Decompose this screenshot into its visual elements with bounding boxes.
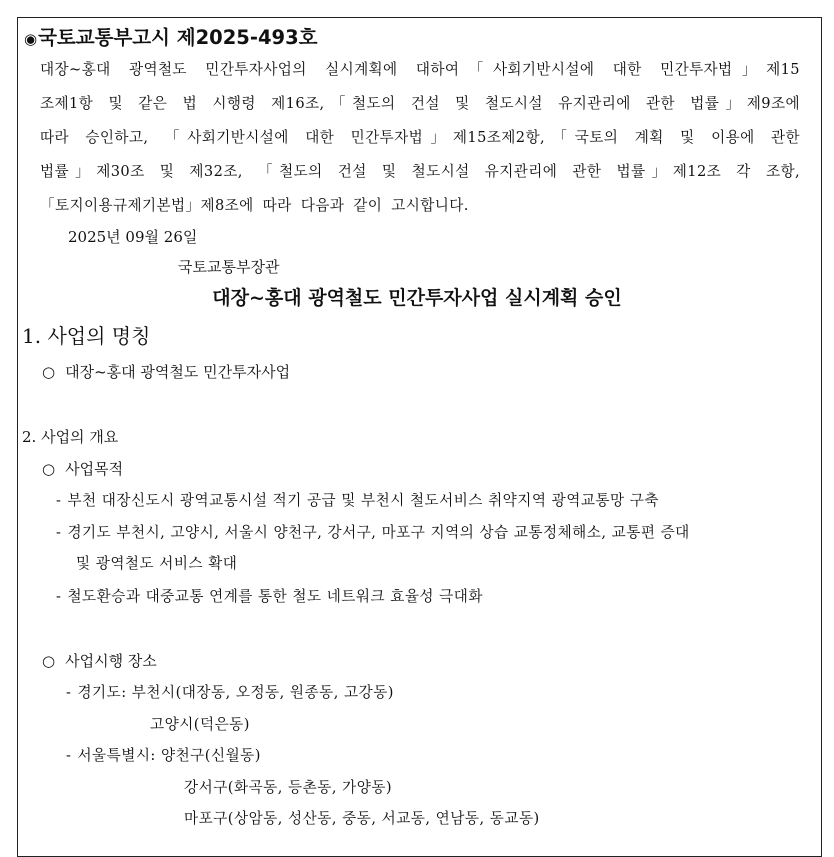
location-seoul-1: 양천구(신월동): [160, 747, 261, 764]
purpose-label: 사업목적: [65, 460, 124, 478]
purpose-item-text: 부천 대장신도시 광역교통시설 적기 공급 및 부천시 철도서비스 취약지역 광역교통망 구축: [67, 492, 659, 509]
purpose-item: [56, 521, 690, 542]
body-line: 조제1항 및 같은 법 시행령 제16조,「철도의 건설 및 철도시설 유지관리에 관한 법률」제9조에: [40, 95, 800, 112]
purpose-heading: [42, 458, 123, 479]
location-seoul-3: 마포구(상암동, 성산동, 중동, 서교동, 연남동, 동교동): [184, 810, 540, 827]
notice-date: 2025년 09월 26일: [68, 228, 198, 246]
location-gyeonggi: [66, 681, 394, 702]
location-gyeonggi-label: 경기도:: [77, 684, 127, 701]
dash-icon: -: [66, 747, 72, 764]
notice-title: [24, 22, 318, 50]
purpose-item-continuation: 및 광역철도 서비스 확대: [76, 555, 238, 572]
purpose-item-text: 경기도 부천시, 고양시, 서울시 양천구, 강서구, 마포구 지역의 상습 교통정체해소, 교통편 증대: [67, 524, 690, 541]
circle-bullet-icon: ○: [42, 460, 56, 478]
notice-mark-icon: ◉: [24, 30, 38, 48]
body-line: 대장~홍대 광역철도 민간투자사업의 실시계획에 대하여「사회기반시설에 대한 민간투자법」제15: [40, 61, 800, 78]
location-seoul-2: 강서구(화곡동, 등촌동, 가양동): [184, 779, 393, 796]
circle-bullet-icon: ○: [42, 652, 56, 670]
location-seoul-label: 서울특별시:: [77, 747, 156, 764]
dash-icon: -: [56, 588, 62, 605]
body-line: 법률」제30조 및 제32조, 「철도의 건설 및 철도시설 유지관리에 관한 법률」제12조 각 조항,: [40, 163, 800, 180]
section1-item-text: 대장~홍대 광역철도 민간투자사업: [65, 363, 291, 381]
section1-item: [42, 361, 290, 382]
purpose-item-text: 철도환승과 대중교통 연계를 통한 철도 네트워크 효율성 극대화: [67, 588, 483, 605]
purpose-item: [56, 585, 483, 606]
location-gyeonggi-2: 고양시(덕은동): [150, 716, 250, 733]
plan-title: 대장~홍대 광역철도 민간투자사업 실시계획 승인: [212, 287, 622, 309]
dash-icon: -: [66, 684, 72, 701]
body-line: 따라 승인하고, 「사회기반시설에 대한 민간투자법」제15조제2항,「국토의 계획 및 이용에 관한: [40, 129, 800, 146]
dash-icon: -: [56, 524, 62, 541]
location-heading: [42, 650, 157, 671]
section1-heading: 1. 사업의 명칭: [22, 324, 151, 348]
body-line: 「토지이용규제기본법」제8조에 따라 다음과 같이 고시합니다.: [40, 197, 469, 214]
location-seoul: [66, 744, 261, 765]
purpose-item: [56, 489, 659, 510]
location-gyeonggi-1: 부천시(대장동, 오정동, 원종동, 고강동): [131, 684, 394, 701]
notice-title-text: 국토교통부고시 제2025-493호: [38, 26, 318, 49]
section2-heading: 2. 사업의 개요: [22, 428, 119, 446]
issuer: 국토교통부장관: [178, 258, 280, 276]
dash-icon: -: [56, 492, 62, 509]
location-label: 사업시행 장소: [65, 652, 157, 670]
circle-bullet-icon: ○: [42, 363, 56, 381]
